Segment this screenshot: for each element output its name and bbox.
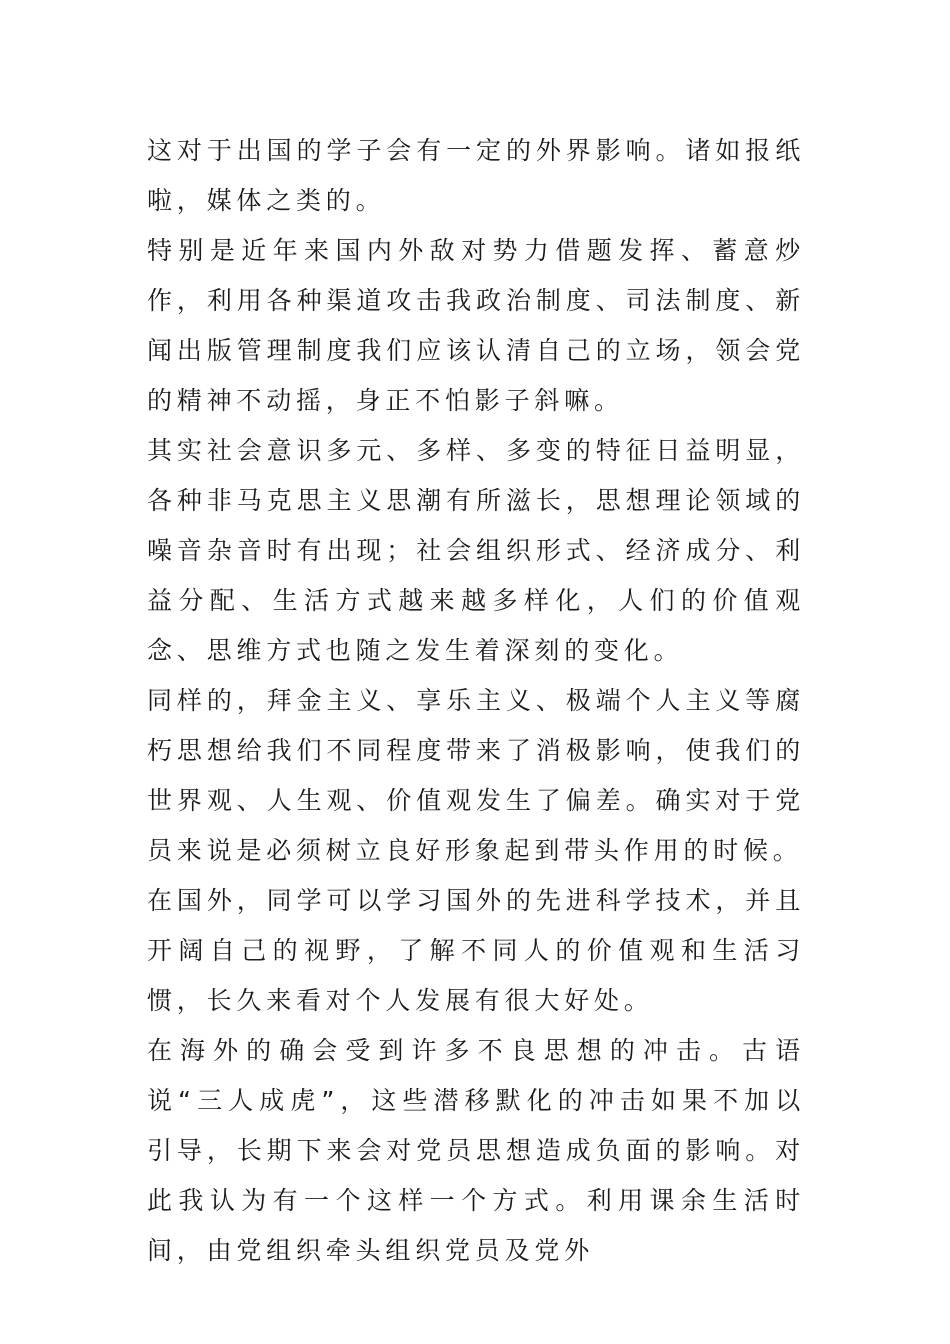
paragraph-5: 在国外，同学可以学习国外的先进科学技术，并且开阔自己的视野，了解不同人的价值观和生活习惯，长久来看对个人发展有很大好处。 bbox=[147, 886, 805, 1015]
paragraph-6: 在海外的确会受到许多不良思想的冲击。古语说“三人成虎”，这些潜移默化的冲击如果不加以引导，长期下来会对党员思想造成负面的影响。对此我认为有一个这样一个方式。利用课余生活时间，由党组织牵头组织党员及党外 bbox=[147, 1036, 805, 1265]
paragraph-2: 特别是近年来国内外敌对势力借题发挥、蓄意炒作，利用各种渠道攻击我政治制度、司法制度、新闻出版管理制度我们应该认清自己的立场，领会党的精神不动摇，身正不怕影子斜嘛。 bbox=[147, 236, 805, 415]
paragraph-1: 这对于出国的学子会有一定的外界影响。诸如报纸啦，媒体之类的。 bbox=[147, 136, 805, 215]
paragraph-4: 同样的，拜金主义、享乐主义、极端个人主义等腐朽思想给我们不同程度带来了消极影响，使我们的世界观、人生观、价值观发生了偏差。确实对于党员来说是必须树立良好形象起到带头作用的时候。 bbox=[147, 686, 805, 865]
paragraph-3: 其实社会意识多元、多样、多变的特征日益明显，各种非马克思主义思潮有所滋长，思想理论领域的噪音杂音时有出现；社会组织形式、经济成分、利益分配、生活方式越来越多样化，人们的价值观念、思维方式也随之发生着深刻的变化。 bbox=[147, 436, 805, 665]
document-body bbox=[147, 126, 805, 1276]
